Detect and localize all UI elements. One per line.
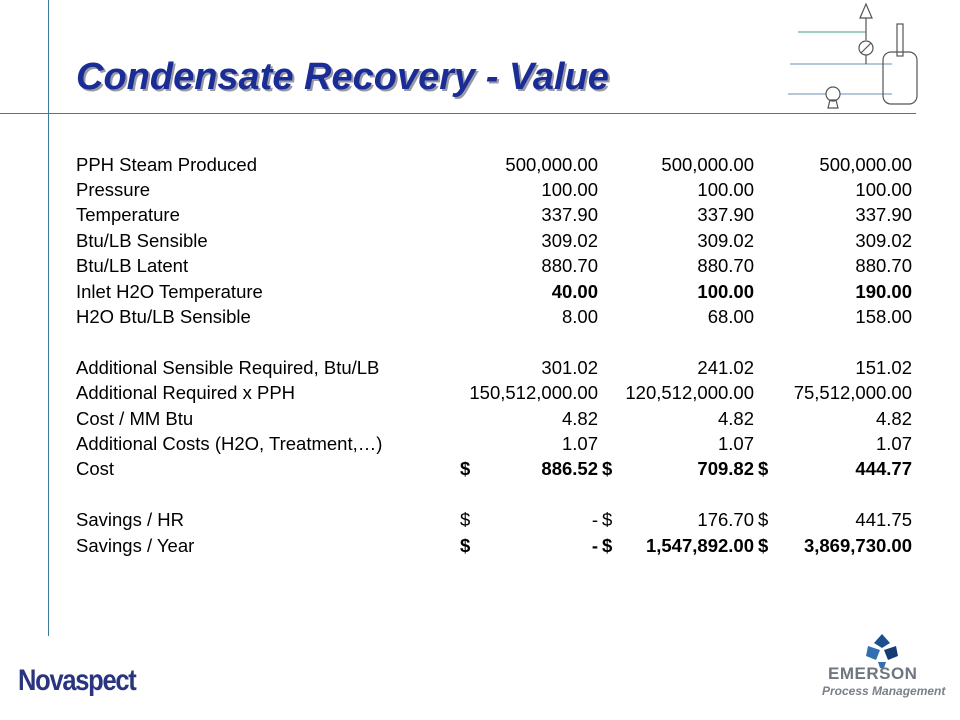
value-col-3 xyxy=(754,507,912,532)
row-label: Savings / Year xyxy=(76,534,195,556)
table-row xyxy=(76,304,912,329)
table-row xyxy=(76,431,912,456)
row-label: PPH Steam Produced xyxy=(76,153,257,175)
currency-symbol: $ xyxy=(602,509,613,531)
cell-value: 1,547,892.00 xyxy=(645,534,754,556)
value-col-2: 1.07 xyxy=(717,432,754,454)
table-row xyxy=(76,177,912,202)
table-row xyxy=(76,457,912,482)
horizontal-rule xyxy=(0,113,916,114)
value-col-2 xyxy=(598,457,754,482)
cell-value: - xyxy=(591,509,598,531)
value-col-1 xyxy=(456,457,598,482)
value-col-3: 151.02 xyxy=(855,356,912,378)
row-label: Inlet H2O Temperature xyxy=(76,280,263,302)
value-col-3: 75,512,000.00 xyxy=(793,382,912,404)
value-col-1: 40.00 xyxy=(551,280,598,302)
value-col-3: 1.07 xyxy=(875,432,912,454)
value-col-1: 301.02 xyxy=(541,356,598,378)
value-col-3: 880.70 xyxy=(855,255,912,277)
row-label: Savings / HR xyxy=(76,509,184,531)
value-col-1: 1.07 xyxy=(561,432,598,454)
table-row xyxy=(76,254,912,279)
value-col-1: 150,512,000.00 xyxy=(469,382,598,404)
value-col-1: 4.82 xyxy=(561,407,598,429)
value-col-3: 309.02 xyxy=(855,229,912,251)
value-col-1 xyxy=(456,507,598,532)
table-row xyxy=(76,406,912,431)
value-col-1: 500,000.00 xyxy=(505,153,598,175)
row-label: Btu/LB Latent xyxy=(76,255,189,277)
value-col-1: 337.90 xyxy=(541,204,598,226)
cell-value: 176.70 xyxy=(697,509,754,531)
cell-value: 441.75 xyxy=(855,509,912,531)
value-col-3: 100.00 xyxy=(855,179,912,201)
value-col-2: 880.70 xyxy=(697,255,754,277)
row-spacer xyxy=(76,330,912,355)
value-col-2: 337.90 xyxy=(697,204,754,226)
emerson-logo-subtitle: Process Management xyxy=(822,684,946,698)
row-spacer xyxy=(76,482,912,507)
cell-value: 3,869,730.00 xyxy=(803,534,912,556)
table-row xyxy=(76,355,912,380)
value-col-1 xyxy=(456,533,598,558)
row-label: Cost / MM Btu xyxy=(76,407,194,429)
currency-symbol: $ xyxy=(602,458,613,480)
value-col-2: 100.00 xyxy=(697,179,754,201)
value-col-2 xyxy=(598,507,754,532)
table-row xyxy=(76,533,912,558)
currency-symbol: $ xyxy=(758,534,769,556)
currency-symbol: $ xyxy=(460,509,471,531)
row-label: Pressure xyxy=(76,179,151,201)
value-col-1: 100.00 xyxy=(541,179,598,201)
value-col-2 xyxy=(598,533,754,558)
row-label: H2O Btu/LB Sensible xyxy=(76,306,251,328)
table-row xyxy=(76,152,912,177)
cell-value: 886.52 xyxy=(541,458,598,480)
value-col-3 xyxy=(754,457,912,482)
novaspect-logo: Novaspect xyxy=(18,664,136,697)
value-col-2: 309.02 xyxy=(697,229,754,251)
table-row xyxy=(76,507,912,532)
value-col-2: 500,000.00 xyxy=(661,153,754,175)
value-col-3 xyxy=(754,533,912,558)
value-col-1: 309.02 xyxy=(541,229,598,251)
currency-symbol: $ xyxy=(758,458,769,480)
currency-symbol: $ xyxy=(602,534,613,556)
cell-value: 444.77 xyxy=(855,458,912,480)
spacer-cell xyxy=(76,330,912,355)
vertical-rule xyxy=(48,0,49,636)
value-col-3: 500,000.00 xyxy=(819,153,912,175)
table-row xyxy=(76,203,912,228)
savings-table xyxy=(76,152,912,558)
process-diagram-icon xyxy=(780,0,950,113)
value-col-3: 337.90 xyxy=(855,204,912,226)
table-row xyxy=(76,279,912,304)
value-col-2: 241.02 xyxy=(697,356,754,378)
cell-value: 709.82 xyxy=(697,458,754,480)
row-label: Temperature xyxy=(76,204,180,226)
row-label: Additional Required x PPH xyxy=(76,382,296,404)
value-col-1: 880.70 xyxy=(541,255,598,277)
value-col-2: 4.82 xyxy=(717,407,754,429)
emerson-logo-name: EMERSON xyxy=(828,664,918,683)
currency-symbol: $ xyxy=(460,458,471,480)
value-col-2: 100.00 xyxy=(697,280,754,302)
currency-symbol: $ xyxy=(460,534,471,556)
row-label: Btu/LB Sensible xyxy=(76,229,208,251)
cell-value: - xyxy=(591,534,598,556)
currency-symbol: $ xyxy=(758,509,769,531)
table-row xyxy=(76,228,912,253)
slide-title: Condensate Recovery - Value xyxy=(76,56,609,98)
value-col-3: 158.00 xyxy=(855,306,912,328)
spacer-cell xyxy=(76,482,912,507)
value-col-2: 120,512,000.00 xyxy=(625,382,754,404)
table-row xyxy=(76,381,912,406)
emerson-logo-icon xyxy=(862,634,902,668)
row-label: Additional Costs (H2O, Treatment,…) xyxy=(76,432,383,454)
row-label: Cost xyxy=(76,458,115,480)
row-label: Additional Sensible Required, Btu/LB xyxy=(76,356,380,378)
value-col-3: 190.00 xyxy=(855,280,912,302)
value-col-3: 4.82 xyxy=(875,407,912,429)
value-col-2: 68.00 xyxy=(707,306,754,328)
value-col-1: 8.00 xyxy=(561,306,598,328)
